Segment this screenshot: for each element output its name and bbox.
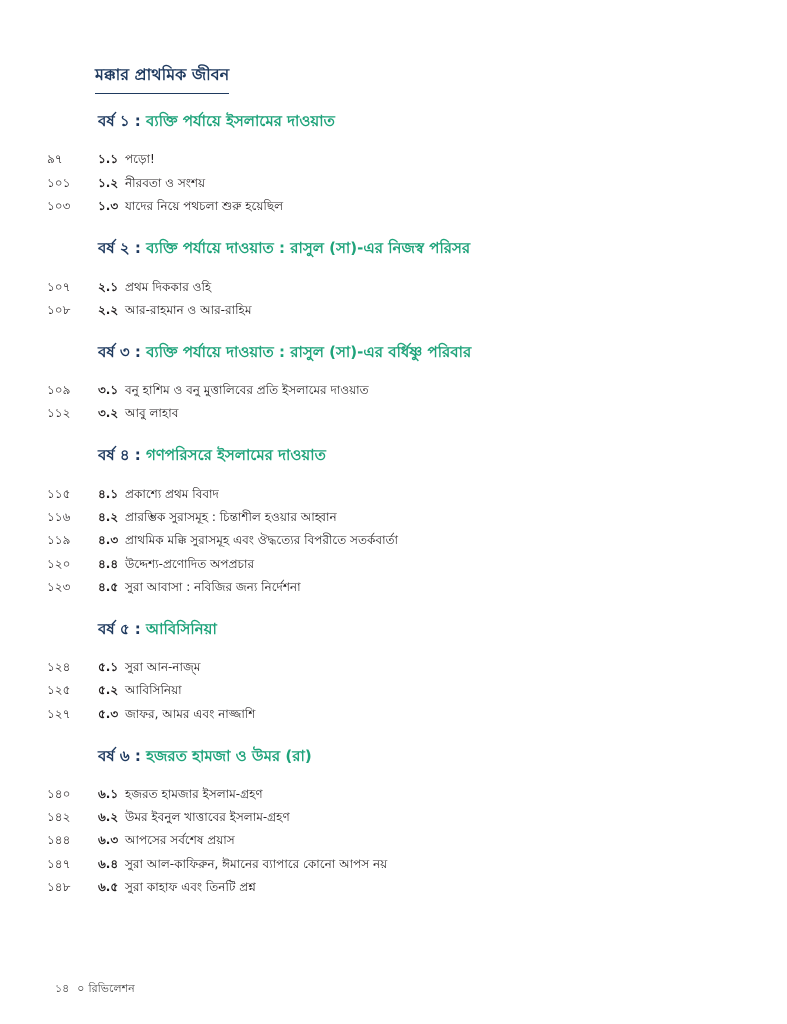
section-title: প্রকাশ্যে প্রথম বিবাদ <box>125 487 219 501</box>
page-number: ১৪৪ <box>47 833 71 847</box>
toc-entry[interactable] <box>0 279 787 301</box>
section-number: ৪.৫ <box>98 580 119 594</box>
page-number: ১১৬ <box>47 510 71 524</box>
section-title: প্রাথমিক মক্কি সুরাসমূহ এবং ঔদ্ধত্যের বিপরীতে সতর্কবার্তা <box>125 533 399 547</box>
footer-separator: ০ <box>77 982 85 995</box>
section-number: ১.৩ <box>98 199 119 213</box>
page-number: ১১২ <box>47 406 71 420</box>
page-number: ১১৯ <box>47 533 71 547</box>
toc-entry[interactable] <box>0 879 787 901</box>
section-number: ৪.৩ <box>98 533 119 547</box>
toc-entry[interactable] <box>0 856 787 878</box>
year-title: ব্যক্তি পর্যায়ে ইসলামের দাওয়াত <box>146 112 335 130</box>
section-title: জাফর, আমর এবং নাজ্জাশি <box>125 707 256 721</box>
page-number: ১২০ <box>47 557 71 571</box>
year-label: বর্ষ ৫ : <box>98 620 141 638</box>
toc-entry[interactable] <box>0 486 787 508</box>
section-title: সুরা আল-কাফিরুন, ঈমানের ব্যাপারে কোনো আপস নয় <box>125 857 388 871</box>
section-title: পড়ো! <box>125 152 155 166</box>
section-number: ৬.৪ <box>98 857 119 871</box>
page-number: ১৪৮ <box>47 880 71 894</box>
section-number: ৩.২ <box>98 406 119 420</box>
year-label: বর্ষ ১ : <box>98 112 141 130</box>
toc-entry[interactable] <box>0 509 787 531</box>
page-footer <box>55 980 135 999</box>
section-title: উদ্দেশ্য-প্রণোদিত অপপ্রচার <box>125 557 255 571</box>
year-title: আবিসিনিয়া <box>146 620 217 638</box>
toc-entry[interactable] <box>0 579 787 601</box>
section-title: সুরা আবাসা : নবিজির জন্য নির্দেশনা <box>125 580 301 594</box>
section-number: ৪.৪ <box>98 557 119 571</box>
section-title: প্রথম দিককার ওহি <box>125 280 212 294</box>
section-number: ৪.১ <box>98 487 119 501</box>
section-title: উমর ইবনুল খাত্তাবের ইসলাম-গ্রহণ <box>125 810 290 824</box>
year-label: বর্ষ ৩ : <box>98 343 141 361</box>
section-title: হজরত হামজার ইসলাম-গ্রহণ <box>125 787 263 801</box>
section-title: সুরা আন-নাজ্‌ম <box>125 660 201 674</box>
page-number: ১২৭ <box>47 707 71 721</box>
toc-entry[interactable] <box>0 786 787 808</box>
year-heading <box>98 444 326 469</box>
section-number: ৫.২ <box>98 683 119 697</box>
toc-entry[interactable] <box>0 151 787 173</box>
toc-entry[interactable] <box>0 682 787 704</box>
year-label: বর্ষ ৪ : <box>98 446 141 464</box>
section-number: ৬.২ <box>98 810 119 824</box>
section-number: ৫.১ <box>98 660 119 674</box>
page-number: ১৪২ <box>47 810 71 824</box>
year-heading <box>98 618 217 643</box>
section-number: ৬.৩ <box>98 833 119 847</box>
toc-entry[interactable] <box>0 832 787 854</box>
section-title: বনু হাশিম ও বনু মুত্তালিবের প্রতি ইসলামের দাওয়াত <box>125 383 369 397</box>
section-title: যাদের নিয়ে পথচলা শুরু হয়েছিল <box>125 199 284 213</box>
toc-entry[interactable] <box>0 302 787 324</box>
year-title: হজরত হামজা ও উমর (রা) <box>146 747 312 765</box>
toc-entry[interactable] <box>0 706 787 728</box>
page-number: ১৪০ <box>47 787 71 801</box>
year-heading <box>98 237 470 262</box>
section-title: আপসের সর্বশেষ প্রয়াস <box>125 833 235 847</box>
year-title: ব্যক্তি পর্যায়ে দাওয়াত : রাসুল (সা)-এর নিজস্ব পরিসর <box>146 239 471 257</box>
page-number: ১০৩ <box>47 199 71 213</box>
year-label: বর্ষ ২ : <box>98 239 141 257</box>
year-heading <box>98 745 312 770</box>
page-number: ১২৪ <box>47 660 71 674</box>
page-number: ১১৫ <box>47 487 71 501</box>
page-number: ৯৭ <box>47 152 63 166</box>
page-number: ১০১ <box>47 176 71 190</box>
section-number: ২.১ <box>98 280 119 294</box>
part-title: মক্কার প্রাথমিক জীবন <box>95 62 229 94</box>
toc-entry[interactable] <box>0 198 787 220</box>
section-title: আবু লাহাব <box>125 406 179 420</box>
year-title: গণপরিসরে ইসলামের দাওয়াত <box>146 446 326 464</box>
toc-entry[interactable] <box>0 556 787 578</box>
year-title: ব্যক্তি পর্যায়ে দাওয়াত : রাসুল (সা)-এর বর্ধিষ্ণু পরিবার <box>146 343 472 361</box>
year-heading <box>98 341 471 366</box>
section-number: ১.১ <box>98 152 119 166</box>
section-title: আর-রাহমান ও আর-রাহিম <box>125 303 252 317</box>
section-title: নীরবতা ও সংশয় <box>125 176 206 190</box>
section-title: আবিসিনিয়া <box>125 683 182 697</box>
section-number: ৪.২ <box>98 510 119 524</box>
section-title: প্রারম্ভিক সুরাসমূহ : চিন্তাশীল হওয়ার আহ্বান <box>125 510 337 524</box>
section-number: ৬.৫ <box>98 880 119 894</box>
toc-entry[interactable] <box>0 382 787 404</box>
page-number: ১০৭ <box>47 280 71 294</box>
year-label: বর্ষ ৬ : <box>98 747 141 765</box>
section-number: ৬.১ <box>98 787 119 801</box>
page-number: ১০৯ <box>47 383 71 397</box>
footer-page-number: ১৪ <box>55 982 70 995</box>
toc-entry[interactable] <box>0 809 787 831</box>
page-number: ১০৮ <box>47 303 71 317</box>
section-number: ২.২ <box>98 303 119 317</box>
toc-entry[interactable] <box>0 175 787 197</box>
year-heading <box>98 110 335 135</box>
footer-book-title: রিভিলেশন <box>88 982 135 995</box>
page-number: ১২৩ <box>47 580 71 594</box>
section-number: ১.২ <box>98 176 119 190</box>
section-number: ৫.৩ <box>98 707 119 721</box>
section-title: সুরা কাহাফ এবং তিনটি প্রশ্ন <box>125 880 256 894</box>
page-number: ১২৫ <box>47 683 71 697</box>
toc-entry[interactable] <box>0 659 787 681</box>
toc-entry[interactable] <box>0 532 787 554</box>
page-number: ১৪৭ <box>47 857 71 871</box>
section-number: ৩.১ <box>98 383 119 397</box>
toc-entry[interactable] <box>0 405 787 427</box>
